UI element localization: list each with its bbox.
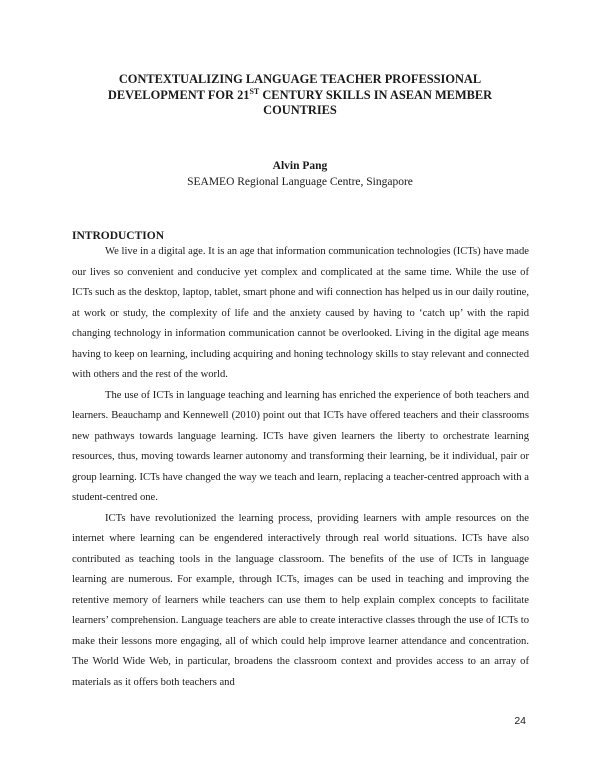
author-name: Alvin Pang bbox=[272, 160, 328, 172]
paragraph-1: We live in a digital age. It is an age that information communication technologies (ICTs) have made our lives so convenient and conducive yet complex and complicated at the same time. While the use of ICTs such as the desktop, laptop, tablet, smart phone and wifi connection has helped us in our daily routine, at work or study, the complexity of life and the anxiety caused by having to ‘catch up’ with the rapid changing technology in information communication cannot be overlooked. Living in the digital age means having to keep on learning, including acquiring and honing technology skills to stay relevant and connected with others and the rest of the world. bbox=[72, 246, 529, 380]
title-line-3: COUNTRIES bbox=[263, 103, 337, 117]
page-number: 24 bbox=[514, 715, 526, 727]
title-line-2-end: CENTURY SKILLS IN ASEAN MEMBER bbox=[259, 87, 493, 102]
body-text bbox=[72, 242, 529, 693]
author-affiliation: SEAMEO Regional Language Centre, Singapore bbox=[187, 176, 413, 188]
section-heading: INTRODUCTION bbox=[72, 230, 165, 242]
title-line-1: CONTEXTUALIZING LANGUAGE TEACHER PROFESSIONAL bbox=[118, 72, 482, 86]
title-line-2-start: DEVELOPMENT FOR 21 bbox=[107, 87, 250, 102]
paragraph-2: The use of ICTs in language teaching and learning has enriched the experience of both teachers and learners. Beauchamp and Kennewell (2010) point out that ICTs have offered teachers and their classrooms new pathways towards language learning. ICTs have given learners the liberty to orchestrate learning resources, thus, moving towards learner autonomy and transforming their learning, be it individual, pair or group learning. ICTs have changed the way we teach and learn, replacing a teacher-centred approach with a student-centred one. bbox=[72, 389, 529, 503]
title-superscript: ST bbox=[249, 86, 260, 96]
paper-title bbox=[60, 72, 540, 119]
paragraph-3: ICTs have revolutionized the learning process, providing learners with ample resources on the internet where learning can be engendered interactively through real world situations. ICTs have also contributed as teaching tools in the language classroom. The benefits of the use of ICTs in language learning are numerous. For example, through ICTs, images can be used in teaching and improving the retentive memory of learners while teachers can use them to help explain complex concepts to facilitate learners’ comprehension. Language teachers are able to create interactive classes through the use of ICTs to make their lessons more engaging, all of which could help improve learner attendance and concentration. The World Wide Web, in particular, broadens the classroom context and provides access to an array of materials as it offers both teachers and bbox=[72, 512, 529, 688]
